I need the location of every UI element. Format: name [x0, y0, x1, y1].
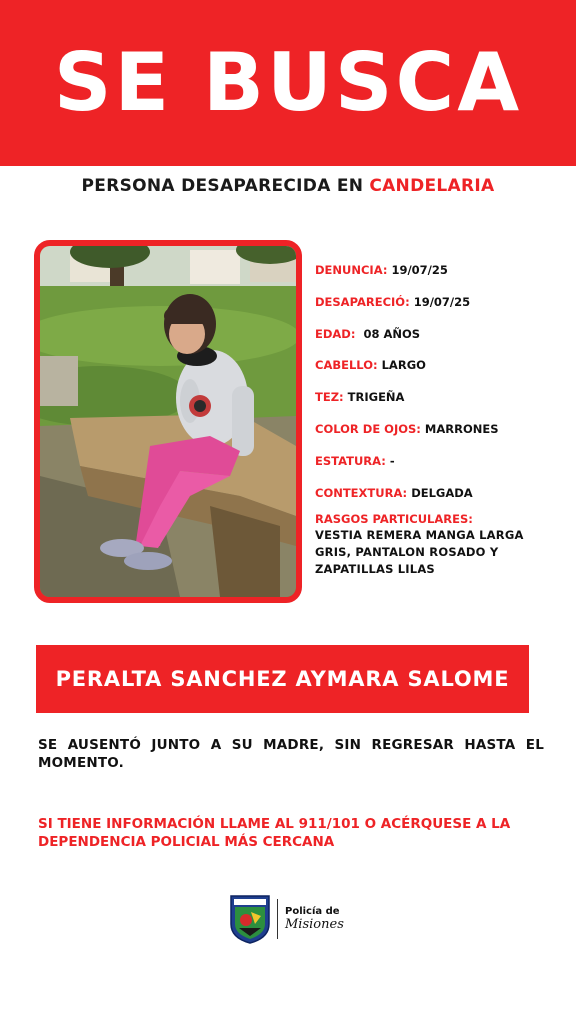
detail-label: DENUNCIA: [315, 263, 388, 277]
detail-value: LARGO [381, 358, 426, 372]
detail-contextura [315, 486, 473, 500]
police-logo [229, 893, 344, 945]
detail-value: 19/07/25 [413, 295, 471, 309]
rasgos-label: RASGOS PARTICULARES: [315, 512, 473, 526]
detail-color-ojos [315, 422, 499, 436]
detail-label: DESAPARECIÓ: [315, 295, 410, 309]
detail-value: 08 AÑOS [363, 327, 421, 341]
detail-label: COLOR DE OJOS: [315, 422, 421, 436]
detail-value: DELGADA [411, 486, 473, 500]
rasgos-line: VESTIA REMERA MANGA LARGA [315, 528, 524, 542]
detail-label: TEZ: [315, 390, 344, 404]
police-shield-icon [229, 894, 271, 944]
subtitle-place: CANDELARIA [369, 176, 495, 196]
detail-label: CABELLO: [315, 358, 378, 372]
contact-callout [38, 815, 538, 851]
detail-desaparecio [315, 295, 470, 309]
subtitle [0, 176, 576, 196]
logo-line2: Misiones [285, 917, 344, 932]
detail-value: MARRONES [424, 422, 499, 436]
detail-value: TRIGEÑA [347, 390, 405, 404]
logo-line1: Policía de [285, 906, 340, 917]
logo-text [285, 906, 344, 932]
detail-value: - [389, 454, 395, 468]
detail-value: 19/07/25 [391, 263, 448, 277]
person-photo-illustration [40, 246, 296, 597]
header-banner [0, 0, 576, 166]
detail-cabello [315, 358, 426, 372]
callout-line: DEPENDENCIA POLICIAL MÁS CERCANA [38, 834, 335, 850]
rasgos-line: ZAPATILLAS LILAS [315, 562, 435, 576]
detail-denuncia [315, 263, 448, 277]
detail-estatura [315, 454, 395, 468]
description-text: SE AUSENTÓ JUNTO A SU MADRE, SIN REGRESAR HASTA EL MOMENTO. [38, 737, 544, 771]
page-title: SE BUSCA [53, 36, 523, 129]
person-name: PERALTA SANCHEZ AYMARA SALOME [55, 667, 510, 691]
detail-label: ESTATURA: [315, 454, 386, 468]
detail-label: EDAD: [315, 327, 356, 341]
detail-tez [315, 390, 404, 404]
detail-label: CONTEXTURA: [315, 486, 408, 500]
name-banner [36, 645, 529, 713]
subtitle-prefix: PERSONA DESAPARECIDA EN [81, 176, 364, 196]
detail-edad [315, 327, 420, 341]
logo-divider [277, 899, 278, 939]
detail-rasgos [315, 512, 555, 578]
rasgos-line: GRIS, PANTALON ROSADO Y [315, 545, 499, 559]
person-photo [34, 240, 302, 603]
callout-line: SI TIENE INFORMACIÓN LLAME AL 911/101 O ACÉRQUESE A LA [38, 816, 511, 832]
